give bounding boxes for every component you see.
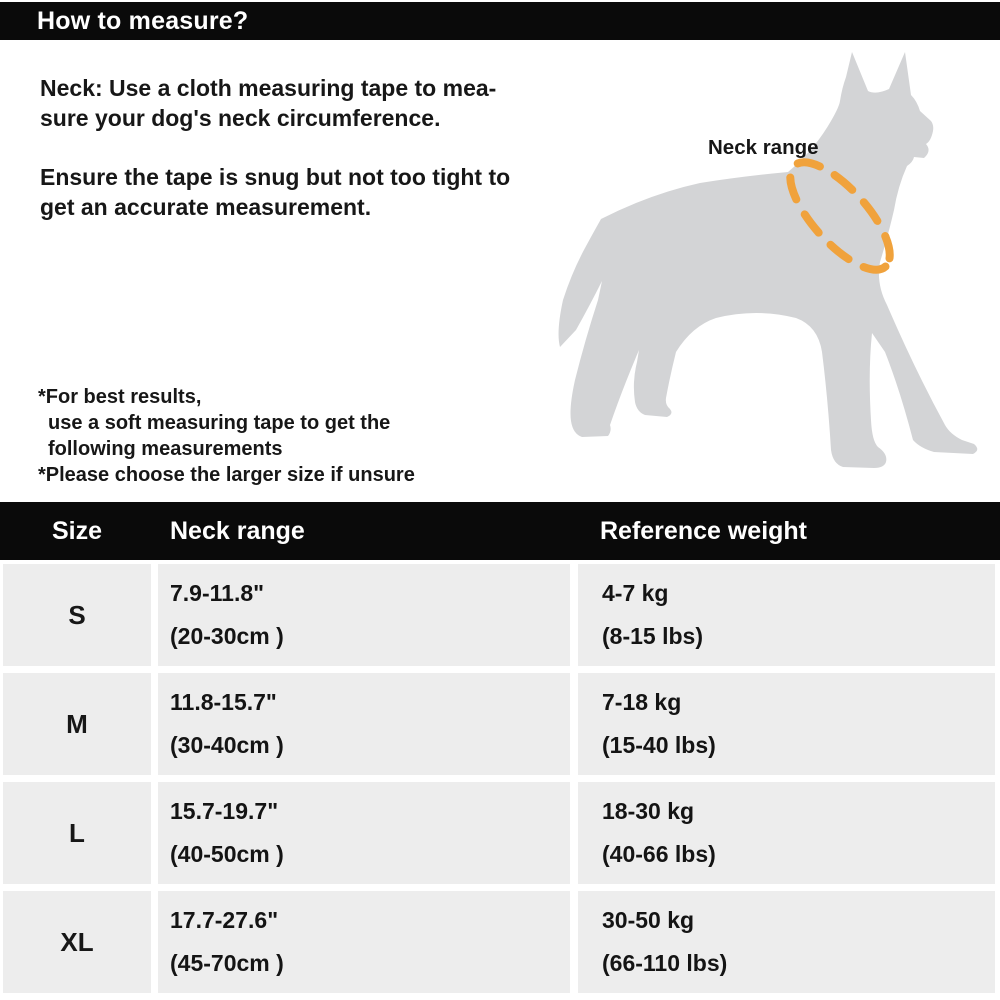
table-row-xl — [0, 891, 1000, 993]
size-value: L — [69, 818, 85, 848]
weight-lbs: (15-40 lbs) — [602, 732, 716, 758]
footnotes — [38, 384, 415, 488]
weight-cell — [578, 891, 995, 993]
footnote-larger-size: *Please choose the larger size if unsure — [38, 464, 415, 486]
size-cell — [3, 564, 151, 666]
table-row-s — [0, 564, 1000, 666]
size-cell — [3, 891, 151, 993]
section-title-bar — [0, 2, 1000, 40]
weight-kg: 4-7 kg — [602, 580, 669, 606]
instruction-line: Ensure the tape is snug but not too tight to — [40, 164, 511, 190]
neck-inches: 15.7-19.7" — [170, 798, 279, 824]
weight-lbs: (40-66 lbs) — [602, 841, 716, 867]
instruction-paragraph-neck — [40, 73, 510, 133]
size-table-header — [0, 502, 1000, 560]
footnote-best-results: *For best results, — [38, 386, 202, 408]
weight-cell — [578, 673, 995, 775]
table-row-l — [0, 782, 1000, 884]
neck-cm: (20-30cm ) — [170, 623, 284, 649]
table-row-m — [0, 673, 1000, 775]
instruction-line: Neck: Use a cloth measuring tape to mea- — [40, 75, 497, 101]
size-value: M — [66, 709, 88, 739]
neck-range-cell — [158, 782, 570, 884]
instruction-line: sure your dog's neck circumference. — [40, 105, 441, 131]
weight-kg: 18-30 kg — [602, 798, 695, 824]
neck-inches: 11.8-15.7" — [170, 689, 277, 715]
neck-range-label: Neck range — [708, 136, 819, 159]
column-header-neck-range: Neck range — [170, 517, 305, 545]
size-cell — [3, 782, 151, 884]
neck-cm: (30-40cm ) — [170, 732, 284, 758]
size-table — [0, 502, 1000, 993]
measuring-instructions — [40, 73, 510, 222]
neck-inches: 17.7-27.6" — [170, 907, 279, 933]
footnote-line: use a soft measuring tape to get the — [48, 412, 391, 434]
column-header-size: Size — [51, 517, 103, 545]
weight-lbs: (66-110 lbs) — [602, 950, 728, 976]
weight-cell — [578, 782, 995, 884]
weight-kg: 30-50 kg — [602, 907, 695, 933]
neck-cm: (45-70cm ) — [170, 950, 284, 976]
dog-silhouette-image — [559, 52, 978, 468]
size-cell — [3, 673, 151, 775]
instruction-paragraph-snug — [40, 162, 510, 222]
weight-cell — [578, 564, 995, 666]
neck-range-cell — [158, 891, 570, 993]
instruction-line: get an accurate measurement. — [40, 194, 372, 220]
page-title: How to measure? — [37, 6, 249, 35]
dog-diagram — [540, 40, 1000, 480]
neck-range-cell — [158, 564, 570, 666]
neck-cm: (40-50cm ) — [170, 841, 284, 867]
column-header-reference-weight: Reference weight — [600, 517, 808, 545]
footnote-line: following measurements — [48, 438, 283, 460]
weight-kg: 7-18 kg — [602, 689, 682, 715]
size-value: S — [68, 600, 86, 630]
neck-inches: 7.9-11.8" — [170, 580, 265, 606]
size-value: XL — [60, 927, 94, 957]
neck-range-cell — [158, 673, 570, 775]
weight-lbs: (8-15 lbs) — [602, 623, 703, 649]
